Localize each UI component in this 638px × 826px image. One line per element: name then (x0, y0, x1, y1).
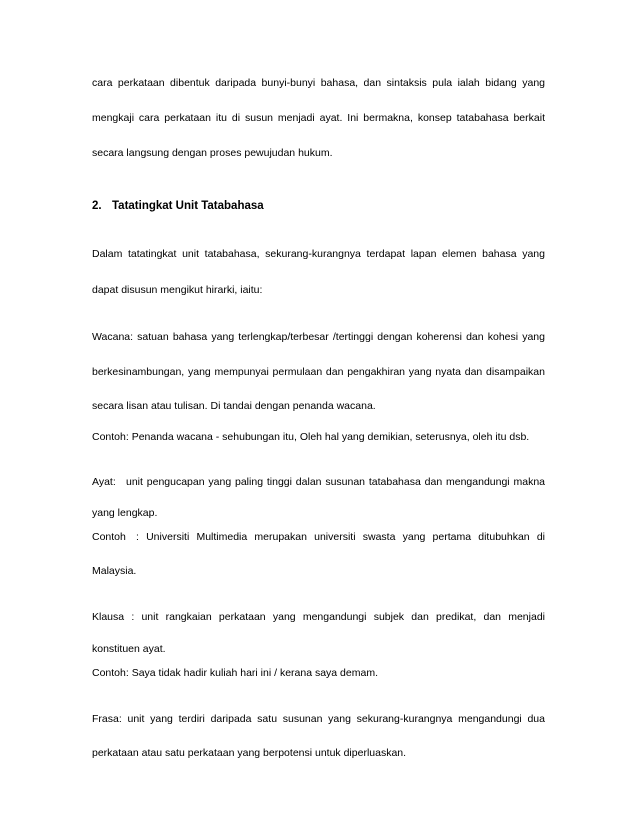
frasa-line-1: Frasa: unit yang terdiri daripada satu susunan yang sekurang-kurangnya mengandungi dua (92, 713, 545, 725)
paragraph-1-line-1: cara perkataan dibentuk daripada bunyi-bunyi bahasa, dan sintaksis pula ialah bidang yang (92, 77, 545, 89)
section-heading (92, 199, 264, 213)
ayat-label: Ayat: (92, 476, 116, 488)
section-number: 2. (92, 200, 102, 212)
ayat-definition: unit pengucapan yang paling tinggi dalan susunan tatabahasa dan mengandungi makna (126, 476, 545, 488)
ayat-line-2: yang lengkap. (92, 507, 158, 519)
klausa-line-2: konstituen ayat. (92, 643, 166, 655)
wacana-line-1: Wacana: satuan bahasa yang terlengkap/terbesar /tertinggi dengan koherensi dan kohesi yang (92, 331, 545, 343)
paragraph-2-line-1: Dalam tatatingkat unit tatabahasa, sekurang-kurangnya terdapat lapan elemen bahasa yang (92, 248, 545, 260)
wacana-line-3: secara lisan atau tulisan. Di tandai dengan penanda wacana. (92, 400, 376, 412)
section-title: Tatatingkat Unit Tatabahasa (112, 200, 264, 212)
klausa-line-1: Klausa : unit rangkaian perkataan yang mengandungi subjek dan predikat, dan menjadi (92, 611, 545, 623)
ayat-example-text: : Universiti Multimedia merupakan universiti swasta yang pertama ditubuhkan di (136, 531, 545, 543)
ayat-line-1 (92, 475, 545, 489)
paragraph-1-line-2: mengkaji cara perkataan itu di susun menjadi ayat. Ini bermakna, konsep tatabahasa berkait (92, 112, 545, 124)
klausa-example: Contoh: Saya tidak hadir kuliah hari ini / kerana saya demam. (92, 667, 378, 679)
paragraph-1-line-3: secara langsung dengan proses pewujudan hukum. (92, 147, 333, 159)
ayat-example-label: Contoh (92, 531, 126, 543)
wacana-example: Contoh: Penanda wacana - sehubungan itu, Oleh hal yang demikian, seterusnya, oleh itu dsb. (92, 431, 530, 443)
ayat-example-line (92, 530, 545, 544)
frasa-line-2: perkataan atau satu perkataan yang berpotensi untuk diperluaskan. (92, 747, 407, 759)
ayat-line-4: Malaysia. (92, 565, 137, 577)
wacana-line-2: berkesinambungan, yang mempunyai permulaan dan pengakhiran yang nyata dan disampaikan (92, 366, 545, 378)
paragraph-2-line-2: dapat disusun mengikut hirarki, iaitu: (92, 284, 263, 296)
